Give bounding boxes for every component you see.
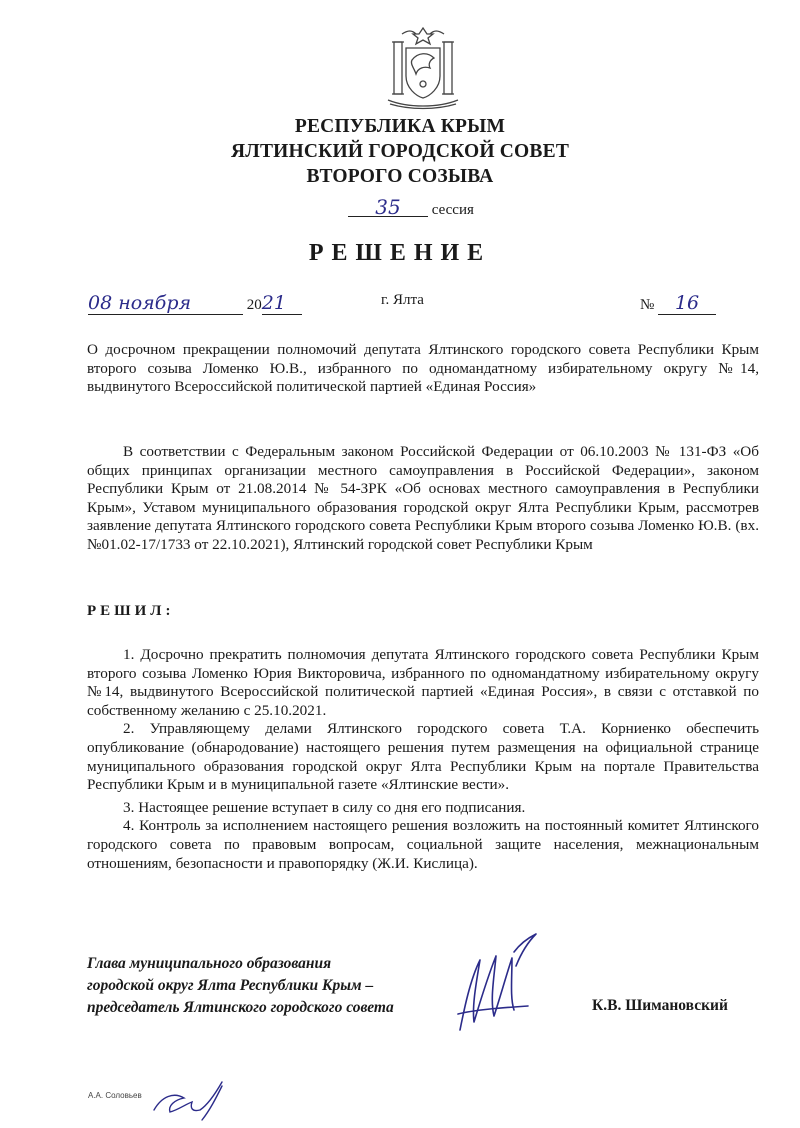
header-republic: РЕСПУБЛИКА КРЫМ [294, 116, 506, 137]
session-label: сессия [431, 202, 474, 218]
initials-icon [150, 1080, 230, 1124]
city: г. Ялта [381, 292, 424, 308]
header-convocation: ВТОРОГО СОЗЫВА [306, 166, 494, 187]
year-handwritten: 21 [262, 292, 302, 315]
signatory-title-line: председатель Ялтинского городского совета [87, 999, 394, 1016]
signatory-title [87, 953, 394, 1019]
number-field [640, 292, 716, 315]
decision-item: 3. Настоящее решение вступает в силу со дня его подписания. [123, 798, 526, 816]
decision-item: 4. Контроль за исполнением настоящего решения возложить на постоянный комитет Ялтинского городского совета по правовым вопросам, социальной защите населения, межнациональным отношениям, безопасности и правопорядку (Ж.И. Кислица). [87, 817, 759, 872]
number-prefix: № [640, 297, 655, 313]
preamble-paragraph [87, 443, 759, 555]
header-council: ЯЛТИНСКИЙ ГОРОДСКОЙ СОВЕТ [230, 141, 570, 162]
coat-of-arms-icon [378, 22, 468, 110]
preamble-text: В соответствии с Федеральным законом Российской Федерации от 06.10.2003 № 131-ФЗ «Об общих принципах организации местного самоуправления в Российской Федерации», законом Республики Крым от 21.08.2014 № 54-ЗРК «Об основах местного самоуправления в Республики Крым», Уставом муниципального образования городской округ Ялта Республики Крым, рассмотрев заявление депутата Ялтинского городского совета Республики Крым второго созыва Ломенко Ю.В. (вх.№01.02-17/1733 от 22.10.2021), Ялтинский городской совет Республики Крым [87, 443, 759, 553]
date-handwritten: 08 ноября [88, 292, 243, 315]
session-number: 35 [348, 198, 428, 217]
session-line [348, 195, 474, 219]
decision-item: 2. Управляющему делами Ялтинского городского совета Т.А. Корниенко обеспечить опубликование (обнародование) настоящего решения путем размещения на официальной странице муниципального образования городской округ Ялта Республики Крым на портале Правительства Республики Крым и в муниципальной газете «Ялтинские вести». [87, 720, 759, 794]
signatory-name: К.В. Шимановский [592, 997, 728, 1014]
number-handwritten: 16 [658, 292, 716, 315]
signatory-title-line: городской округ Ялта Республики Крым – [87, 977, 374, 994]
date-field [88, 292, 302, 315]
year-prefix: 20 [246, 297, 262, 313]
decision-items [87, 646, 759, 873]
subject-text: О досрочном прекращении полномочий депутата Ялтинского городского совета Республики Крым второго созыва Ломенко Ю.В., избранного по одномандатному избирательному округу №14, выдвинутого Всероссийской политической партией «Единая Россия» [87, 341, 759, 396]
subject-paragraph [87, 341, 759, 397]
signature-icon [452, 930, 542, 1040]
signatory-title-line: Глава муниципального образования [87, 955, 332, 972]
decision-item: 1. Досрочно прекратить полномочия депутата Ялтинского городского совета Республики Крым второго созыва Ломенко Юрия Викторовича, избранного по одномандатному избирательному округу №14, выдвинутого Всероссийской политической партией «Единая Россия», в связи с отставкой по собственному желанию с 25.10.2021. [87, 646, 759, 719]
document-title: РЕШЕНИЕ [308, 240, 492, 266]
executor-name: А.А. Соловьев [88, 1091, 142, 1100]
decided-label: РЕШИЛ: [87, 603, 175, 619]
